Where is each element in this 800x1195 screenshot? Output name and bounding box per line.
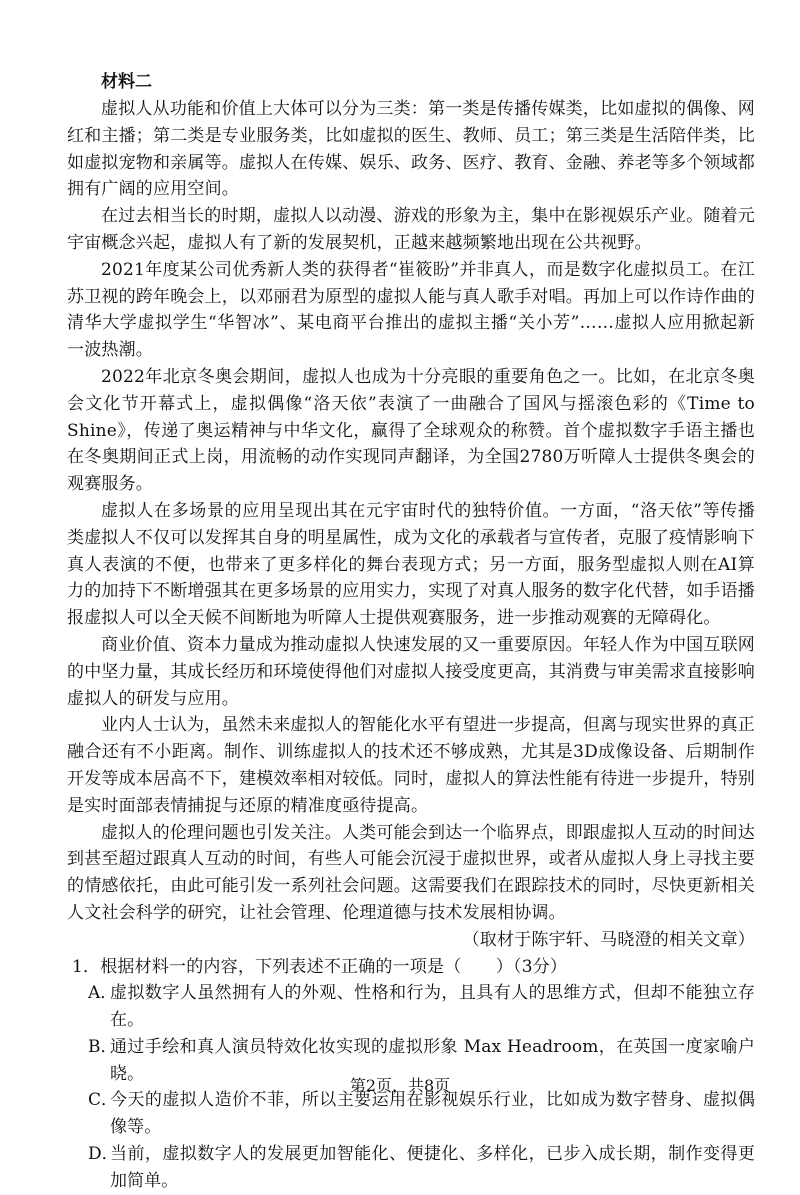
source-citation: （取材于陈宇轩、马晓澄的相关文章）: [462, 929, 755, 950]
option-letter: A．: [88, 983, 118, 1004]
document-page: [67, 68, 755, 1195]
page-number: 第2页，共8页: [349, 1076, 451, 1095]
option-text: 通过手绘和真人演员特效化妆实现的虚拟形象 Max Headroom，在英国一度家喻户晓。: [110, 1036, 755, 1084]
question-stem: 1．根据材料一的内容，下列表述不正确的一项是（ ）（3分）: [72, 956, 568, 977]
section-title: 材料二: [101, 72, 152, 92]
paragraph: 虚拟人的伦理问题也引发关注。人类可能会到达一个临界点，即跟虚拟人互动的时间达到甚至超过跟真人互动的时间，有些人可能会沉浸于虚拟世界，或者从虚拟人身上寻找主要的情感依托，由此可能引发一系列社会问题。这需要我们在跟踪技术的同时，尽快更新相关人文社会科学的研究，让社会管理、伦理道德与技术发展相协调。: [67, 822, 755, 923]
paragraph: 2022年北京冬奥会期间，虚拟人也成为十分亮眼的重要角色之一。比如，在北京冬奥会文化节开幕式上，虚拟偶像“洛天依”表演了一曲融合了国风与摇滚色彩的《Time to Shine》，传递了奥运精神与中华文化，赢得了全球观众的称赞。首个虚拟数字手语主播也在冬奥期间正式上岗，用流畅的动作实现同声翻译，为全国2780万听障人士提供冬奥会的观赛服务。: [67, 366, 755, 495]
option-text: 虚拟数字人虽然拥有人的外观、性格和行为，且具有人的思维方式，但却不能独立存在。: [110, 983, 755, 1031]
option-a: [67, 980, 755, 1034]
option-d: [67, 1141, 755, 1195]
option-text: 今天的虚拟人造价不菲，所以主要运用在影视娱乐行业，比如成为数字替身、虚拟偶像等。: [110, 1090, 755, 1138]
paragraph: 虚拟人在多场景的应用呈现出其在元宇宙时代的独特价值。一方面，“洛天依”等传播类虚拟人不仅可以发挥其自身的明星属性，成为文化的承载者与宣传者，克服了疫情影响下真人表演的不便，也带来了更多样化的舞台表现方式；另一方面，服务型虚拟人则在AI算力的加持下不断增强其在更多场景的应用实力，实现了对真人服务的数字化代替，如手语播报虚拟人可以全天候不间断地为听障人士提供观赛服务，进一步推动观赛的无障碍化。: [67, 500, 755, 629]
paragraph: 在过去相当长的时期，虚拟人以动漫、游戏的形象为主，集中在影视娱乐产业。随着元宇宙概念兴起，虚拟人有了新的发展契机，正越来越频繁地出现在公共视野。: [67, 206, 755, 253]
paragraph: 业内人士认为，虽然未来虚拟人的智能化水平有望进一步提高，但离与现实世界的真正融合还有不小距离。制作、训练虚拟人的技术还不够成熟，尤其是3D成像设备、后期制作开发等成本居高不下，建模效率相对较低。同时，虚拟人的算法性能有待进一步提升，特别是实时面部表情捕捉与还原的精准度亟待提高。: [67, 715, 755, 816]
paragraph: 虚拟人从功能和价值上大体可以分为三类：第一类是传播传媒类，比如虚拟的偶像、网红和主播；第二类是专业服务类，比如虚拟的医生、教师、员工；第三类是生活陪伴类，比如虚拟宠物和亲属等。虚拟人在传媒、娱乐、政务、医疗、教育、金融、养老等多个领域都拥有广阔的应用空间。: [67, 99, 755, 200]
option-letter: D．: [88, 1144, 119, 1165]
paragraph: 2021年度某公司优秀新人类的获得者“崔筱盼”并非真人，而是数字化虚拟员工。在江苏卫视的跨年晚会上，以邓丽君为原型的虚拟人能与真人歌手对唱。再加上可以作诗作曲的清华大学虚拟学生“华智冰”、某电商平台推出的虚拟主播“关小芳”……虚拟人应用掀起新一波热潮。: [67, 259, 755, 361]
option-text: 当前，虚拟数字人的发展更加智能化、便捷化、多样化，已步入成长期，制作变得更加简单。: [110, 1144, 755, 1191]
paragraph: 商业价值、资本力量成为推动虚拟人快速发展的又一重要原因。年轻人作为中国互联网的中坚力量，其成长经历和环境使得他们对虚拟人接受度更高，其消费与审美需求直接影响虚拟人的研发与应用。: [67, 634, 755, 709]
option-letter: C．: [88, 1090, 119, 1111]
option-letter: B．: [88, 1036, 118, 1057]
